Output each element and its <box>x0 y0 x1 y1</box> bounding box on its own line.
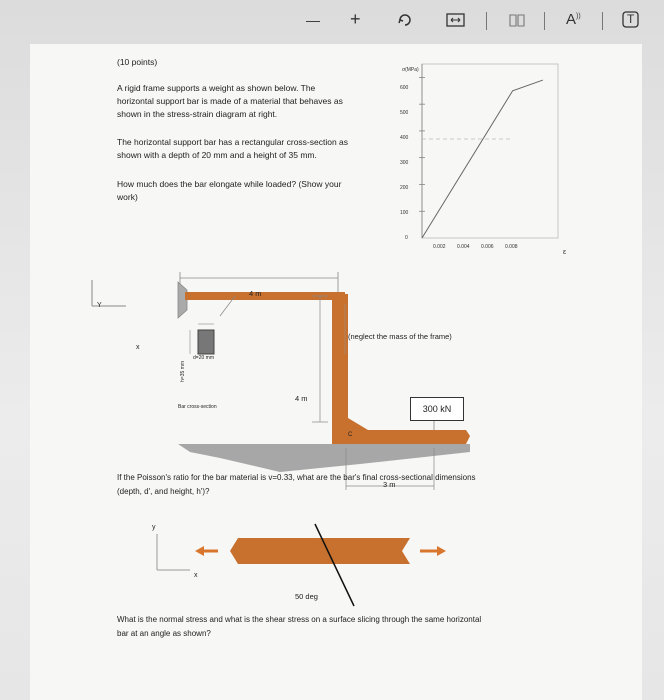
x-unit-label: ε <box>563 249 567 256</box>
y-tick-200: 200 <box>400 185 409 191</box>
stress-strain-plot <box>380 54 580 254</box>
bar-diagram <box>30 514 642 624</box>
ground <box>178 444 470 472</box>
x-tick-0002: 0.002 <box>433 244 446 250</box>
frame-diagram <box>30 234 642 494</box>
fit-width-icon[interactable] <box>446 12 466 31</box>
frame-note: (neglect the mass of the frame) <box>348 332 452 341</box>
bar-axis-x: x <box>194 572 198 579</box>
y-tick-500: 500 <box>400 110 409 116</box>
x-tick-0004: 0.004 <box>457 244 470 250</box>
stress-strain-curve <box>422 80 543 238</box>
text-icon[interactable]: T <box>622 11 640 32</box>
zoom-in-button[interactable]: + <box>350 9 361 29</box>
load-box: 300 kN <box>410 397 464 421</box>
vertical-dimension-line <box>312 296 328 422</box>
x-tick-0006: 0.006 <box>481 244 494 250</box>
intro-line-2: horizontal support bar is made of a material that behaves as <box>117 96 343 106</box>
height-label: h=35 mm <box>180 361 186 382</box>
viewer-toolbar <box>0 0 664 42</box>
bar-axis-y: y <box>152 524 156 531</box>
y-tick-100: 100 <box>400 210 409 216</box>
point-c-label: C <box>348 432 353 438</box>
bar-axes <box>157 534 190 570</box>
zoom-out-button[interactable]: — <box>306 12 320 28</box>
vertical-frame-member <box>332 294 368 444</box>
frame-axis-x: x <box>136 344 140 351</box>
vertical-dimension-label: 4 m <box>295 394 308 403</box>
slicing-plane-line <box>315 524 354 606</box>
bar-cross-section <box>198 330 214 354</box>
base-frame-member <box>332 430 470 444</box>
intro-line-1: A rigid frame supports a weight as shown below. The <box>117 83 316 93</box>
x-tick-0008: 0.008 <box>505 244 518 250</box>
text-size-icon[interactable]: A)) <box>566 11 581 28</box>
document-page <box>30 44 642 700</box>
loaded-bar <box>230 538 410 564</box>
question-2-line-2: (depth, d', and height, h')? <box>117 487 210 496</box>
question-1-line-2: work) <box>117 192 138 202</box>
points-label: (10 points) <box>117 57 158 67</box>
stress-strain-chart <box>380 54 580 256</box>
rotate-icon[interactable] <box>396 11 414 32</box>
angle-label: 50 deg <box>295 592 318 601</box>
question-1-line-1: How much does the bar elongate while loaded? (Show your <box>117 179 342 189</box>
y-tick-400: 400 <box>400 135 409 141</box>
y-tick-600: 600 <box>400 85 409 91</box>
plot-border <box>422 64 558 238</box>
y-tick-300: 300 <box>400 160 409 166</box>
right-load-arrow <box>420 546 446 556</box>
cross-section-line-1: The horizontal support bar has a rectangular cross-section as <box>117 137 349 147</box>
intro-line-3: shown in the stress-strain diagram at right. <box>117 109 278 119</box>
cross-section-line-2: shown with a depth of 20 mm and a height of 35 mm. <box>117 150 317 160</box>
frame-axis-y: Y <box>97 302 102 309</box>
toolbar-divider <box>544 12 545 30</box>
toolbar-divider <box>486 12 487 30</box>
left-load-arrow <box>195 546 218 556</box>
top-dimension-label: 4 m <box>249 289 262 298</box>
y-tick-0: 0 <box>405 235 408 241</box>
depth-label: d=20 mm <box>193 355 214 361</box>
question-2-line-1: If the Poisson's ratio for the bar material is v=0.33, what are the bar's final cross-sectional dimensions <box>117 473 476 482</box>
question-3-line-1: What is the normal stress and what is the shear stress on a surface slicing through the same horizontal <box>117 615 482 624</box>
book-icon[interactable] <box>508 12 526 31</box>
section-caption: Bar cross-section <box>178 404 217 410</box>
y-unit-label: σ(MPa) <box>402 67 419 73</box>
question-3-line-2: bar at an angle as shown? <box>117 629 211 638</box>
bottom-dimension-label: 3 m <box>383 480 396 489</box>
toolbar-divider <box>602 12 603 30</box>
